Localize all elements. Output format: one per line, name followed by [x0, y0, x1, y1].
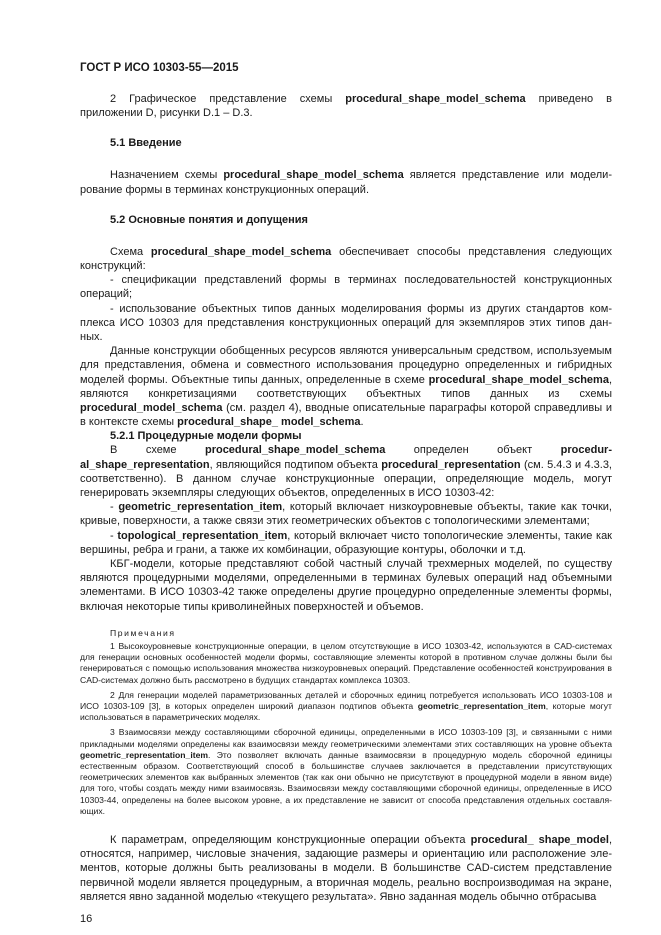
notes-title: Примечания — [110, 627, 176, 638]
section-5-2-1-bullet-1: - geometric_representation_item, который включает низкоуровневые объекты, такие как точки, кривые, поверхности, а также связи этих геометрических объектов с топологическими элементами; — [80, 501, 612, 528]
section-5-2-bullet-2: - использование объектных типов данных моделирования формы из других стандартов комплекса ИСО 10303 для представления конструкционных операций для экземпляров этих типов данных. — [80, 302, 612, 344]
section-5-1-heading: 5.1 Введение — [110, 137, 182, 150]
section-5-2-1-paragraph-2: КБГ-модели, которые представляют собой частный случай трехмерных моделей, по существу являются процедурными моделями, определенными в терминах булевых операций над объемными элементами. В ИСО 10303-42 также определены другие процедурно определенные элементы формы, включая некоторые типы криволинейных поверхностей и объемов. — [80, 558, 612, 613]
note-3: 3 Взаимосвязи между составляющими сборочной единицы, определенными в ИСО 10303-109 [3], и связанными с ними прикладными моделями определены как взаимосвязи между геометрическими элементами этих составляющих на уровне объекта geometric_representation_item. Это позволяет включать данные взаимосвязи в процедурную модель сборочной единицы естественным образом. Соответствующий способ в большинстве случаев заключается в представлении присутствующих геометрических элементов как выбранных элементов (так как они обычно не присутствуют в процедурной модели в явном виде) для того, чтобы создать между ними взаимосвязь. Взаимосвязи между составляющими сборочной единицы, определенные в ИСО 10303-44, определены на более высоком уровне, а их представление не зависит от способа представления отдельных составляющих. — [80, 727, 612, 816]
section-5-2-1-bullet-2: - topological_representation_item, который включает чисто топологические элементы, такие как вершины, ребра и грани, а также их комбинации, образующие контуры, оболочки и т.д. — [80, 529, 612, 556]
section-5-2-paragraph-2: Данные конструкции обобщенных ресурсов являются универсальным средством, используемым для представления, обмена и совместного использования процедурно определенных и гибридных моделей формы. Объектные типы данных, определенные в схеме procedural_shape_model_schema, являются конкретизациями соответствующих объектных типов данных из схемы procedural_model_schema (см. раздел 4), вводные описательные параграфы которой справедливы и в контексте схемы procedural_shape_ model_schema. — [80, 345, 612, 429]
page-number: 16 — [80, 913, 93, 925]
section-5-2-1-paragraph-1: В схеме procedural_shape_model_schema определен объект procedural_shape_representation, являющийся подтипом объекта procedural_representation (см. 5.4.3 и 4.3.3, соответственно). В данном случае конструкционные операции, определяющие модель, могут генерировать экземпляры следующих объектов, определенных в ИСО 10303-42: — [80, 444, 612, 500]
note-1: 1 Высокоуровневые конструкционные операции, в целом отсутствующие в ИСО 10303-42, используются в CAD-системах для генерации основных особенностей модели формы, составляющие элементы которой в противном случае должны были бы генерироваться с помощью использования множества низкоуровневых операций. Представление особенностей конструирования в CAD-системах должно быть рассмотрено в будущих стандартах комплекса 10303. — [80, 640, 612, 685]
section-5-2-bullet-1: - спецификации представлений формы в терминах последовательностей конструкционных операций; — [80, 274, 612, 301]
closing-paragraph: К параметрам, определяющим конструкционные операции объекта procedural_ shape_model, относятся, например, числовые значения, задающие размеры и ориентацию или расположение элементов, которые должны быть реализованы в модели. В большинстве CAD-систем представление первичной модели является процедурным, а вторичная модель, реально воспроизводимая на экране, является явно заданной моделью «текущего результата». Явно заданная модель обычно отбрасыва — [80, 833, 612, 903]
section-5-2-paragraph-1: Схема procedural_shape_model_schema обеспечивает способы представления следующих конструкций: — [80, 245, 612, 273]
note-2: 2 Для генерации моделей параметризованных деталей и сборочных единиц потребуется использовать ИСО 10303-108 и ИСО 10303-109 [3], в которых определен широкий диапазон подтипов объекта geometric_representation_item, которые могут использоваться в параметрических моделях. — [80, 689, 612, 723]
section-5-2-heading: 5.2 Основные понятия и допущения — [110, 213, 308, 226]
intro-note: 2 Графическое представление схемы procedural_shape_model_schema приведено в приложении D, рисунки D.1 – D.3. — [80, 93, 612, 120]
section-5-1-paragraph: Назначением схемы procedural_shape_model_schema является представление или моделирование формы в терминах конструкционных операций. — [80, 169, 612, 196]
section-5-2-1-heading: 5.2.1 Процедурные модели формы — [110, 430, 302, 443]
document-code: ГОСТ Р ИСО 10303-55—2015 — [80, 62, 239, 74]
